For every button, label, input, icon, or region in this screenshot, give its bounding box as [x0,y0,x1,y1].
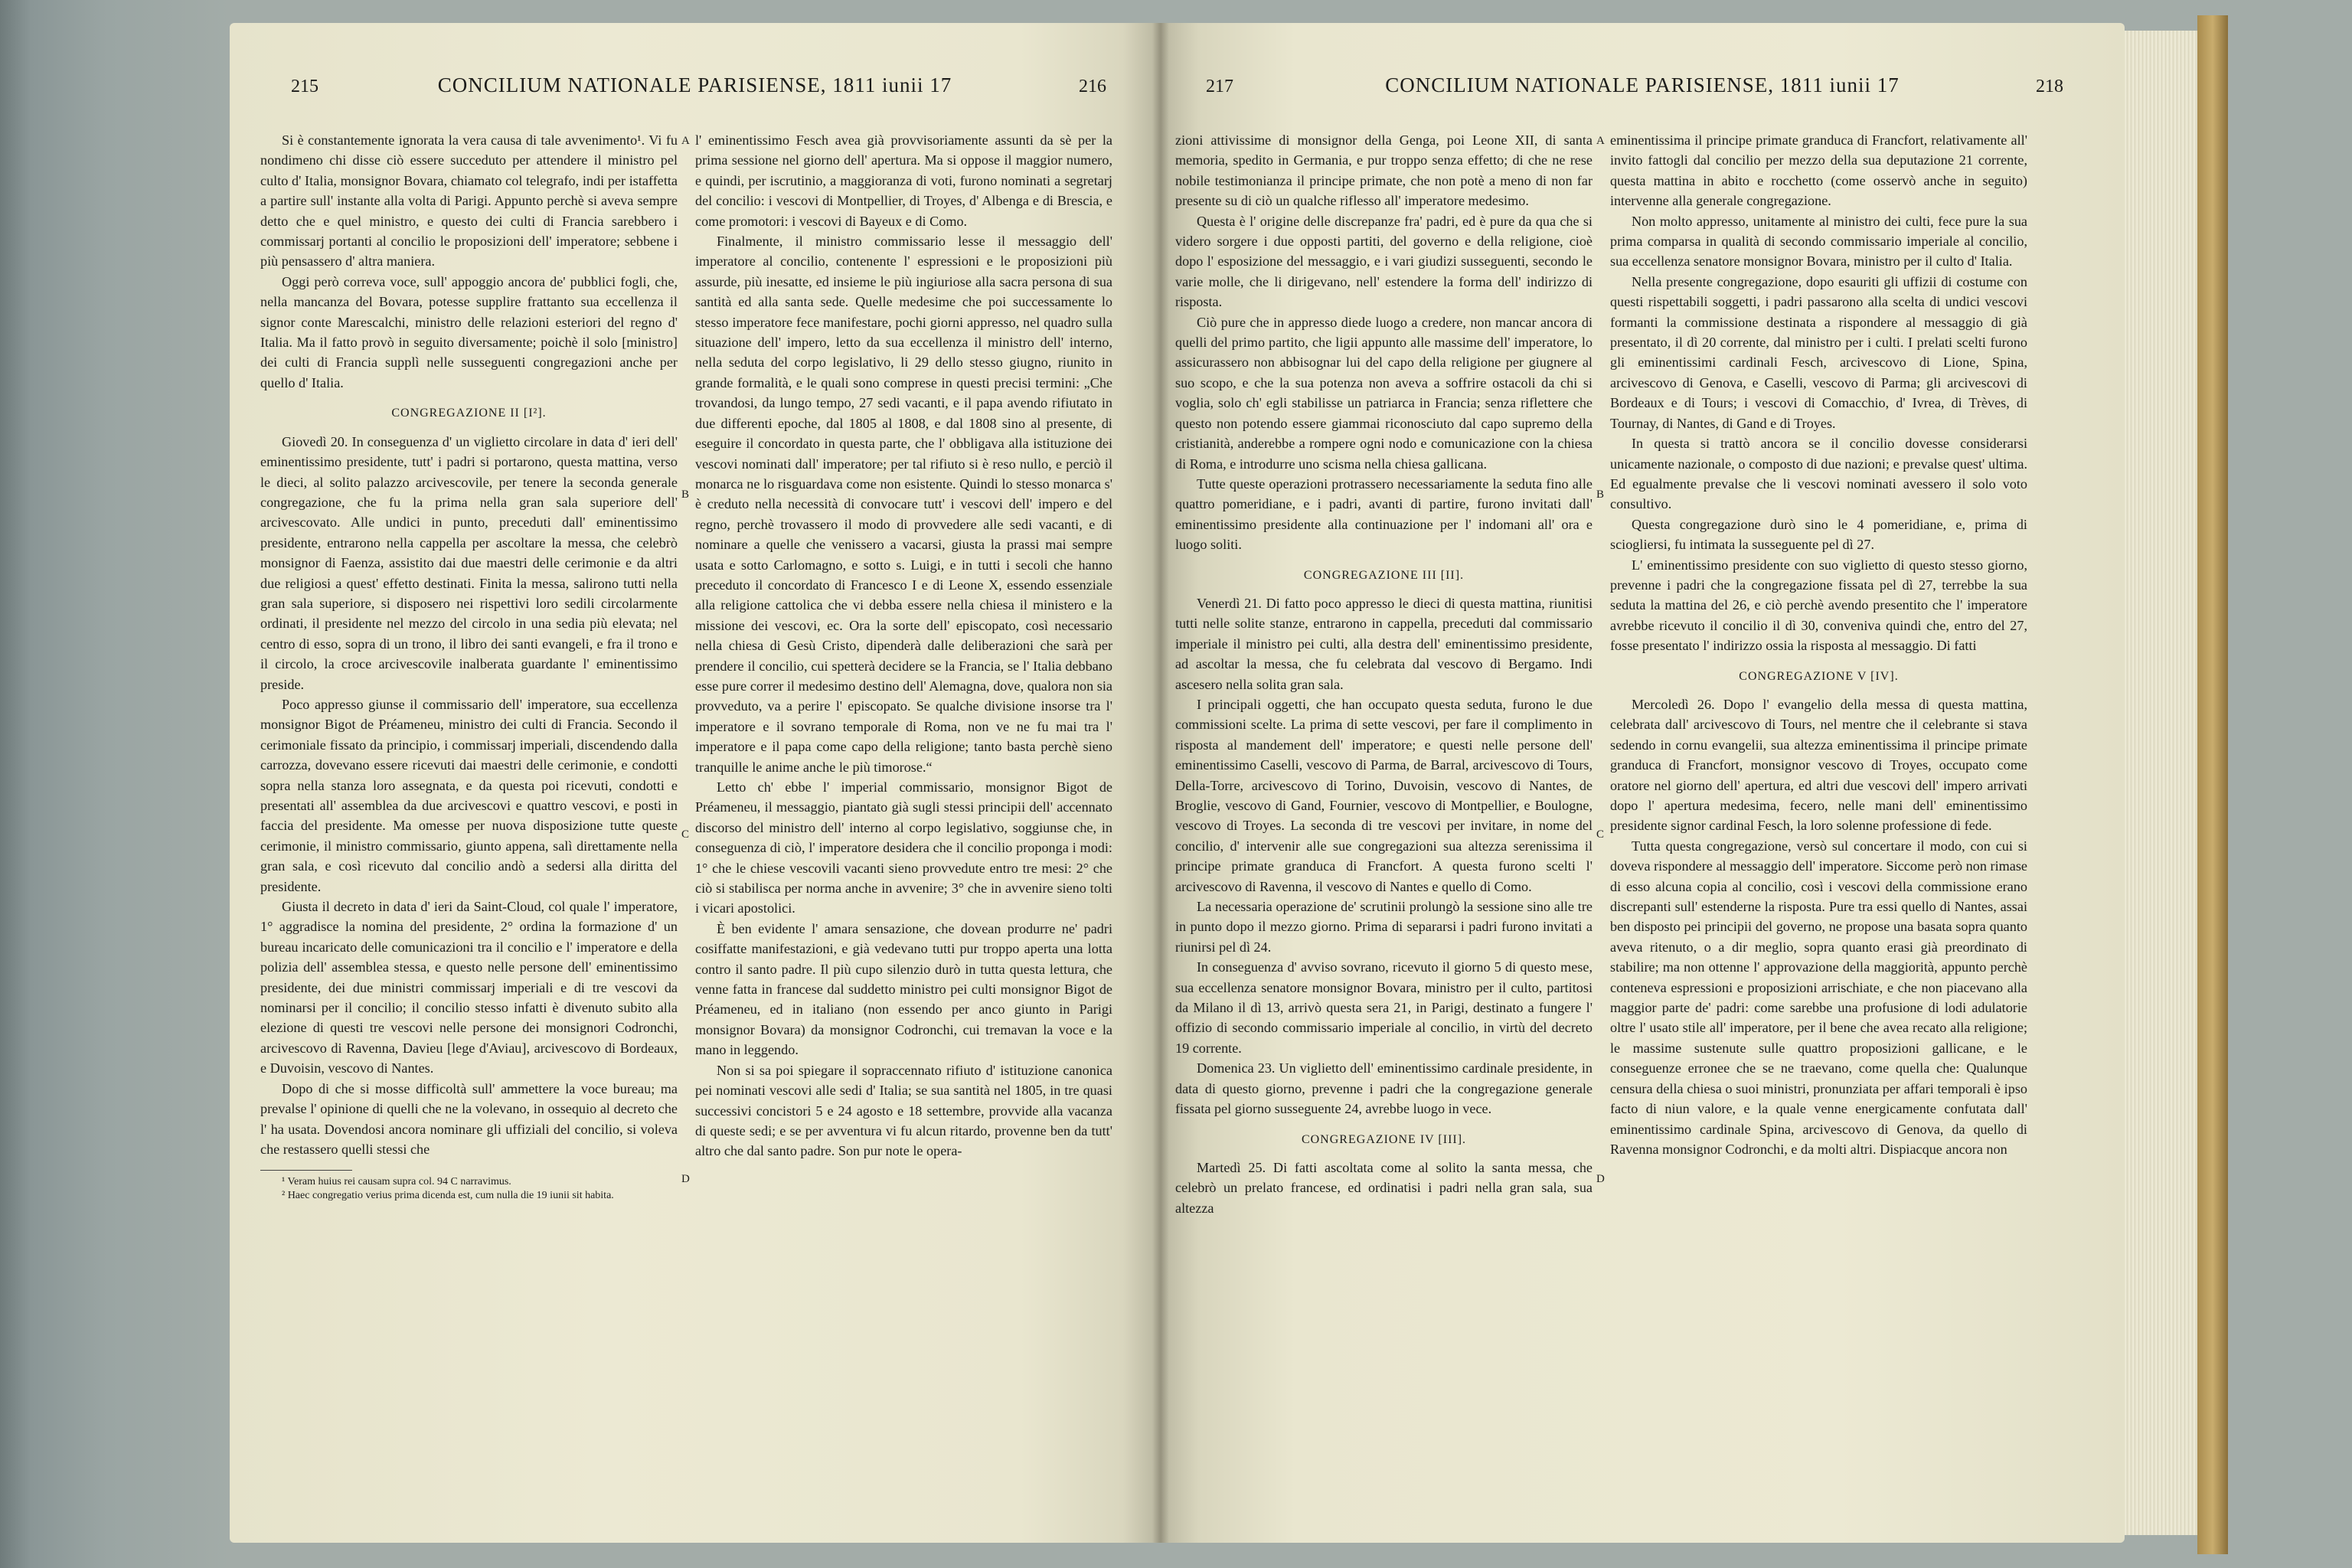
page-number: 217 [1206,77,1233,96]
paragraph: Martedì 25. Di fatti ascoltata come al solito la santa messa, che celebrò un prelato francese, ed ordinatisi i padri nella gran sala, sua altezza [1175,1159,1592,1216]
section-heading: CONGREGAZIONE V [IV]. [1739,669,1899,683]
paragraph: Venerdì 21. Di fatto poco appresso le dieci di questa mattina, riunitisi tutti nelle solite stanze, entrarono in cappella, preceduti dal commissario imperiale il ministro pei culti, alla destra dell' eminentissimo presidente, ad ascoltar la messa, che fu celebrata dal vescovo di Bergamo. Indi ascesero nella solita gran sala. [1175,595,1592,692]
margin-marker: B [681,488,690,501]
margin-marker: D [1596,1173,1605,1185]
paragraph: Tutte queste operazioni protrassero necessariamente la seduta fino alle quattro pomeridiane, e i padri, avanti di partire, furono invitati dall' eminentissimo presidente alla continuazione per l' indomani all' ora e luogo soliti. [1175,475,1592,553]
paragraph: l' eminentissimo Fesch avea già provvisoriamente assunti da sè per la prima sessione nel giorno dell' apertura. Ma si oppose il maggior numero, e quindi, per iscrutinio, a maggioranza di voti, furono nominati a segretarj del concilio: i vescovi di Montpellier, di Troyes, d' Albenga e di Brescia, e come promotori: i vescovi di Bayeux e di Como. [695,132,1112,229]
paragraph: Tutta questa congregazione, versò sul concertare il modo, con cui si doveva rispondere al messaggio dell' imperatore. Siccome però non rimase di esso alcuna copia al concilio, così i vescovi della commissione erano discrepanti sull' estenderne la risposta. Pure tra essi quello di Nantes, assai ben disposto pei principii del governo, ne propose una basata sopra quanto aveva ritenuto, o a dir meglio, sopra quanto erasi già preordinato di stabilire; ma non ottenne l' approvazione della maggiorità, appunto perchè conteneva espressioni e proposizioni arrischiate, e che non piacevano alla maggior parte de' padri: come sarebbe una profusione di lodi adulatorie oltre l' usato stile all' imperatore, per il bene che avea recato alla religione; le massime sustenute sulle quattro proposizioni gallicane, e le conseguenze erronee che se ne traevano, come quella che: Qualunque censura della chiesa o suoi ministri, pronunziata per affari temporali è ipso facto di niun valore, e la quale venne energicamente confutata dall' eminentissimo cardinale Spina, arcivescovo di Genova, da quello di Ravenna monsignor Codronchi, e da molti altri. Dispiacque ancora non [1610,838,2027,1157]
page-edges [2125,31,2202,1535]
page-number: 215 [291,77,318,96]
running-title: CONCILIUM NATIONALE PARISIENSE, 1811 iunii 17 [437,74,952,96]
margin-marker: B [1596,488,1605,501]
book-cover-edge [2197,15,2228,1554]
paragraph: In conseguenza d' avviso sovrano, ricevuto il giorno 5 di questo mese, sua eccellenza senatore monsignor Bovara, ministro per il culto, partitosi da Milano il dì 13, arrivò questa sera 21, in Parigi, destinato a fungere l' offizio di secondo commissario imperiale al concilio, in virtù del decreto 19 corrente. [1175,959,1592,1056]
footnote: ¹ Veram huius rei causam supra col. 94 C narravimus. [282,1176,511,1188]
paragraph: Non molto appresso, unitamente al ministro dei culti, fece pure la sua prima comparsa in qualità di secondo commissario imperiale al concilio, sua eccellenza senatore monsignor Bovara, ministro per il culto d' Italia. [1610,213,2027,270]
left-page-column-2 [695,130,1112,1161]
paragraph: Questa congregazione durò sino le 4 pomeridiane, e, prima di sciogliersi, fu intimata la susseguente pel dì 27. [1610,516,2027,553]
paragraph: In questa si trattò ancora se il concilio dovesse considerarsi unicamente nazionale, o composto di due nazioni; e prevalse quest' ultima. Ed egualmente prevalse che li vescovi nominati avessero il solo voto consultivo. [1610,436,2027,512]
paragraph: Poco appresso giunse il commissario dell' imperatore, sua eccellenza monsignor Bigot de Préameneu, ministro dei culti di Francia. Secondo il cerimoniale fissato da principio, i commissarj imperiali, discendendo dalla carrozza, dovevano essere ricevuti dai maestri delle cerimonie, e condotti sopra nella stanza loro assegnata, e da questa poi ricevuti, condotti e presentati all' assemblea da due arcivescovi e quattro vescovi, e posti in faccia del presidente. Ma omesse per nuova disposizione tutte queste cerimonie, il ministro commissario, giunto appena, salì direttamente nella gran sala, e così ricevuto dal concilio andò a sedersi alla diritta del presidente. [260,696,678,894]
section-heading: CONGREGAZIONE III [II]. [1303,568,1465,582]
paragraph: Giusta il decreto in data d' ieri da Saint-Cloud, col quale l' imperatore, 1° aggradisce la nomina del presidente, 2° ordina la formazione d' un bureau incaricato delle comunicazioni tra il concilio e l' imperatore e della polizia dell' assemblea stessa, e questo nelle persone dell' eminentissimo presidente, dei due ministri commissarj imperiali e di tre vescovi da nominarsi per il concilio; il concilio stesso infatti è divenuto subito alla elezione di questi tre vescovi nelle persone dei monsignori Codronchi, arcivescovo di Ravenna, Davieu [lege d'Aviau], arcivescovo di Bordeaux, e Duvoisin, vescovo di Nantes. [260,899,678,1076]
section-heading: CONGREGAZIONE II [I²]. [391,407,547,420]
margin-marker: C [1596,828,1605,841]
section-heading: CONGREGAZIONE IV [III]. [1301,1132,1467,1146]
footnote-rule [260,1170,352,1171]
paragraph: La necessaria operazione de' scrutinii prolungò la sessione sino alle tre in punto dopo il mezzo giorno. Prima di separarsi i padri furono invitati a riunirsi pel dì 24. [1175,899,1592,955]
book-gutter [1152,23,1169,1543]
paragraph: Oggi però correva voce, sull' appoggio ancora de' pubblici fogli, che, nella mancanza del Bovara, potesse supplire frattanto sua eccellenza il signor conte Marescalchi, ministro delle relazioni esteriori del regno d' Italia. Ma il fatto provò in seguito diversamente; poichè il solo [ministro] dei culti di Francia supplì nelle susseguenti congregazioni anche per quello d' Italia. [260,273,678,390]
paragraph: zioni attivissime di monsignor della Genga, poi Leone XII, di santa memoria, spedito in Germania, e pur troppo senza effetto; di che ne rese nobile testimonianza il principe primate, che non potè a meno di non far presente su di ciò un qualche riflesso all' imperatore medesimo. [1175,132,1592,209]
paragraph: Si è constantemente ignorata la vera causa di tale avvenimento¹. Vi fu nondimeno chi disse ciò essere succeduto per attendere il ministro pel culto d' Italia, monsignor Bovara, chiamato col telegrafo, indi per istaffetta a partire sull' instante alla volta di Parigi. Appunto perchè si aveva sempre detto che e quel ministro, e questo dei culti di Francia sarebbero i commissarj portanti al concilio le proposizioni dell' imperatore; sebbene i più pensassero d' altra maniera. [260,132,678,270]
paragraph: Ciò pure che in appresso diede luogo a credere, non mancar ancora di quelli del primo partito, che ligii appunto alle massime dell' imperatore, lo assicurassero non abbisognar lui del capo della religione per giugnere al suo scopo, e che la sua potenza non aveva a soffrire ostacoli da chi si voglia, solo ch' egli stabilisse un patriarca in Francia; senza riflettere che questo non potendo essere giammai riconosciuto dal capo supremo della cristianità, anderebbe a rompere ogni nodo e comunicazione con la chiesa di Roma, e introdurre uno scisma nella chiesa gallicana. [1175,314,1592,472]
paragraph: Nella presente congregazione, dopo esauriti gli uffizii di costume con questi rispettabili soggetti, i padri passarono alla scelta di undici vescovi formanti la commissione destinata a rispondere al messaggio di già presentato, il dì 20 corrente, dal ministro per i culti. I prelati scelti furono gli eminentissimi cardinali Fesch, arcivescovo di Lione, Spina, arcivescovo di Genova, e Caselli, vescovo di Parma; gli arcivescovi di Bordeaux e di Tours; i vescovi di Comacchio, d' Ivrea, di Trèves, di Tournay, di Nantes, di Gand e di Troyes. [1610,273,2027,431]
right-page-header [1191,67,2094,113]
page-number: 216 [1079,77,1106,96]
paragraph: Questa è l' origine delle discrepanze fra' padri, ed è pure da qua che si videro sorgere i due opposti partiti, del governo e della religione, cioè dopo l' esposizione del messaggio, e i vari giudizi susseguenti, secondo le varie molle, che li dirigevano, nell' estendere la forma dell' indirizzo di risposta. [1175,213,1592,310]
left-page-column-1 [260,130,678,1203]
paragraph: È ben evidente l' amara sensazione, che dovean produrre ne' padri cosiffatte manifestazioni, e già vedevano tutti pur troppo aperta una lotta contro il santo padre. Il più cupo silenzio durò in tutta questa lettura, che venne fatta in francese dal suddetto ministro pei culti monsignor Bigot de Préameneu, ed in italiano (non essendo per anco giunto in Parigi monsignor Bovara) da monsignor Codronchi, cui tremavan la voce e la mano in leggendo. [695,920,1112,1058]
margin-marker: C [681,828,690,841]
paragraph: Domenica 23. Un viglietto dell' eminentissimo cardinale presidente, in data di questo giorno, prevenne i padri che la congregazione generale fissata pel giorno susseguente 24, avrebbe luogo in vece. [1175,1060,1592,1117]
page-number: 218 [2036,77,2063,96]
margin-marker: D [681,1173,690,1185]
paragraph: Dopo di che si mosse difficoltà sull' ammettere la voce bureau; ma prevalse l' opinione di quelli che ne la volevano, in ossequio al decreto che l' ha usata. Dovendosi ancora nominare gli uffiziali del concilio, si voleva che restassero quelli stessi che [260,1080,678,1157]
right-page [1160,23,2125,1543]
left-page-header [260,67,1129,113]
paragraph: L' eminentissimo presidente con suo viglietto di questo stesso giorno, prevenne i padri che la congregazione fissata pel dì 27, terrebbe la sua seduta la mattina del 26, e ciò perchè avendo presentito che l' imperatore avrebbe ricevuto il concilio il dì 30, conveniva quindi che, entro del 27, fosse presentato l' indirizzo ossia la risposta al messaggio. Di fatti [1610,557,2027,654]
left-page [230,23,1160,1543]
paragraph: I principali oggetti, che han occupato questa seduta, furono le due commissioni scelte. La prima di sette vescovi, per fare il complimento in risposta al mandement dell' imperatore; e questi nelle persone dell' eminentissimo Caselli, vescovo di Parma, de Barral, arcivescovo di Tours, Della-Torre, arcivescovo di Torino, Duvoisin, vescovo di Nantes, de Broglie, vescovo di Gand, Fournier, vescovo di Montpellier, e Boulogne, vescovo di Troyes. La seconda di tre vescovi per invitare, in nome del concilio, d' intervenir alle sue congregazioni sua altezza serenissima il principe primate granduca di Francfort. A questa furono scelti l' arcivescovo di Ravenna, il vescovo di Nantes e quello di Como. [1175,696,1592,894]
paragraph: Letto ch' ebbe l' imperial commissario, monsignor Bigot de Préameneu, il messaggio, piantato già sugli stessi principii dell' accennato discorso del ministro dell' interno al corpo legislativo, soggiunse che, in conseguenza di ciò, l' imperatore desidera che il concilio proponga i modi: 1° che le chiese vescovili vacanti sieno provvedute entro tre mesi: 2° che ciò si stabilisca per norma anche in avvenire; 3° che in avvenire sieno tolti i vicari apostolici. [695,779,1112,916]
footnote: ² Haec congregatio verius prima dicenda est, cum nulla die 19 iunii sit habita. [282,1190,614,1202]
paragraph: Non si sa poi spiegare il sopraccennato rifiuto d' istituzione canonica pei nominati vescovi alle sedi d' Italia; se sua santità nel 1805, in tre quasi successivi concistori 5 e 24 agosto e 18 settembre, provvide alla vacanza di queste sedi; e se per avventura vi fu alcun ritardo, provenne ben da tutt' altro che dal santo padre. Son pur note le opera- [695,1062,1112,1159]
paragraph: Giovedì 20. In conseguenza d' un viglietto circolare in data d' ieri dell' eminentissimo presidente, tutt' i padri si portarono, questa mattina, verso le dieci, al solito palazzo arcivescovile, per tenere la seconda generale congregazione, che fu la prima nella gran sala superiore dell' arcivescovato. Alle undici in punto, preceduti dall' eminentissimo presidente, entrarono nella cappella per ascoltare la messa, che celebrò monsignor di Faenza, assistito dai due maestri delle cerimonie e da altri due religiosi a quest' effetto destinati. Finita la messa, salirono tutti nella gran sala superiore, si disposero nei rispettivi loro sedili circolarmente ordinati, il presidente nel mezzo del circolo in una sedia più elevata; nel centro di esso, sopra di un trono, il libro dei santi evangeli, e fra il trono e il circolo, la croce arcivescovile inalberata guardante l' eminentissimo preside. [260,433,678,692]
paragraph: eminentissima il principe primate granduca di Francfort, relativamente all' invito fattogli dal concilio per mezzo della sua deputazione 21 corrente, questa mattina in abito e rocchetto (come osservò anche in seguito) intervenne alla generale congregazione. [1610,132,2027,209]
running-title: CONCILIUM NATIONALE PARISIENSE, 1811 iunii 17 [1385,74,1900,96]
right-page-column-2 [1610,130,2027,1159]
right-page-column-1 [1175,130,1592,1218]
margin-marker: A [1596,135,1605,147]
margin-marker: A [681,135,690,147]
paragraph: Mercoledì 26. Dopo l' evangelio della messa di questa mattina, celebrata dall' arcivescovo di Tours, nel mentre che il celebrante si stava sedendo in cornu evangelii, sua altezza eminentissima il principe primate granduca di Francfort, monsignor vescovo di Troyes, occupato come oratore nel giorno dell' apertura, ed altri due vescovi dell' impero arrivati dopo l' apertura medesima, fecero, nelle mani dell' eminentissimo presidente signor cardinal Fesch, la loro solenne professione di fede. [1610,696,2027,834]
paragraph: Finalmente, il ministro commissario lesse il messaggio dell' imperatore al concilio, contenente l' espressioni e le proposizioni più assurde, più inesatte, ed insieme le più ingiuriose alla sacra persona di sua santità ed alla santa sede. Quelle medesime che poi successamente lo stesso imperatore fece manifestare, pochi giorni appresso, nel quadro sulla situazione dell' impero, letto da sua eccellenza il ministro dell' interno, nella seduta del corpo legislativo, li 29 dello stesso giugno, riunito in grande formalità, e le quali sono comprese in questi precisi termini: „Che trovandosi, da lungo tempo, 27 sedi vacanti, e il papa avendo rifiutato in due differenti epoche, dal 1805 al 1808, e dal 1808 sino al presente, di eseguire il concordato in questa parte, che l' obbligava alla istituzione dei vescovi nominati dall' imperatore; per tal rifiuto si è reso nullo, e perciò il monarca ne lo risguardava come non esistente. Quindi lo stesso monarca s' è creduto nella necessità di convocare tutt' i vescovi dell' impero e del regno, perchè trovassero il modo di provvedere alle sedi vacanti, e di nominare a quelle che venissero a vacarsi, giusta la prassi mai sempre usata e sotto Carlomagno, e sotto s. Luigi, e in tutti i secoli che hanno preceduto il concordato di Francesco I e di Leone X, essendo essenziale alla religione cattolica che vi debba essere nella chiesa il ministero e la missione dei vescovi, ec. Ora la sorte dell' episcopato, così necessario nella chiesa di Gesù Cristo, dipenderà dalle deliberazioni che sarà per prendere il concilio, cui spetterà decidere se la Francia, se l' Italia debbano esse pure correr il medesimo destino dell' Alemagna, dove, qualora non sia provveduto, va a perire l' episcopato. Se qualche divisione insorse tra l' imperatore e il sovrano temporale di Roma, non ve ne fu mai tra l' imperatore e il papa come capo della religione; tanto basta perchè sieno tranquille le anime anche le più timorose.“ [695,234,1112,775]
